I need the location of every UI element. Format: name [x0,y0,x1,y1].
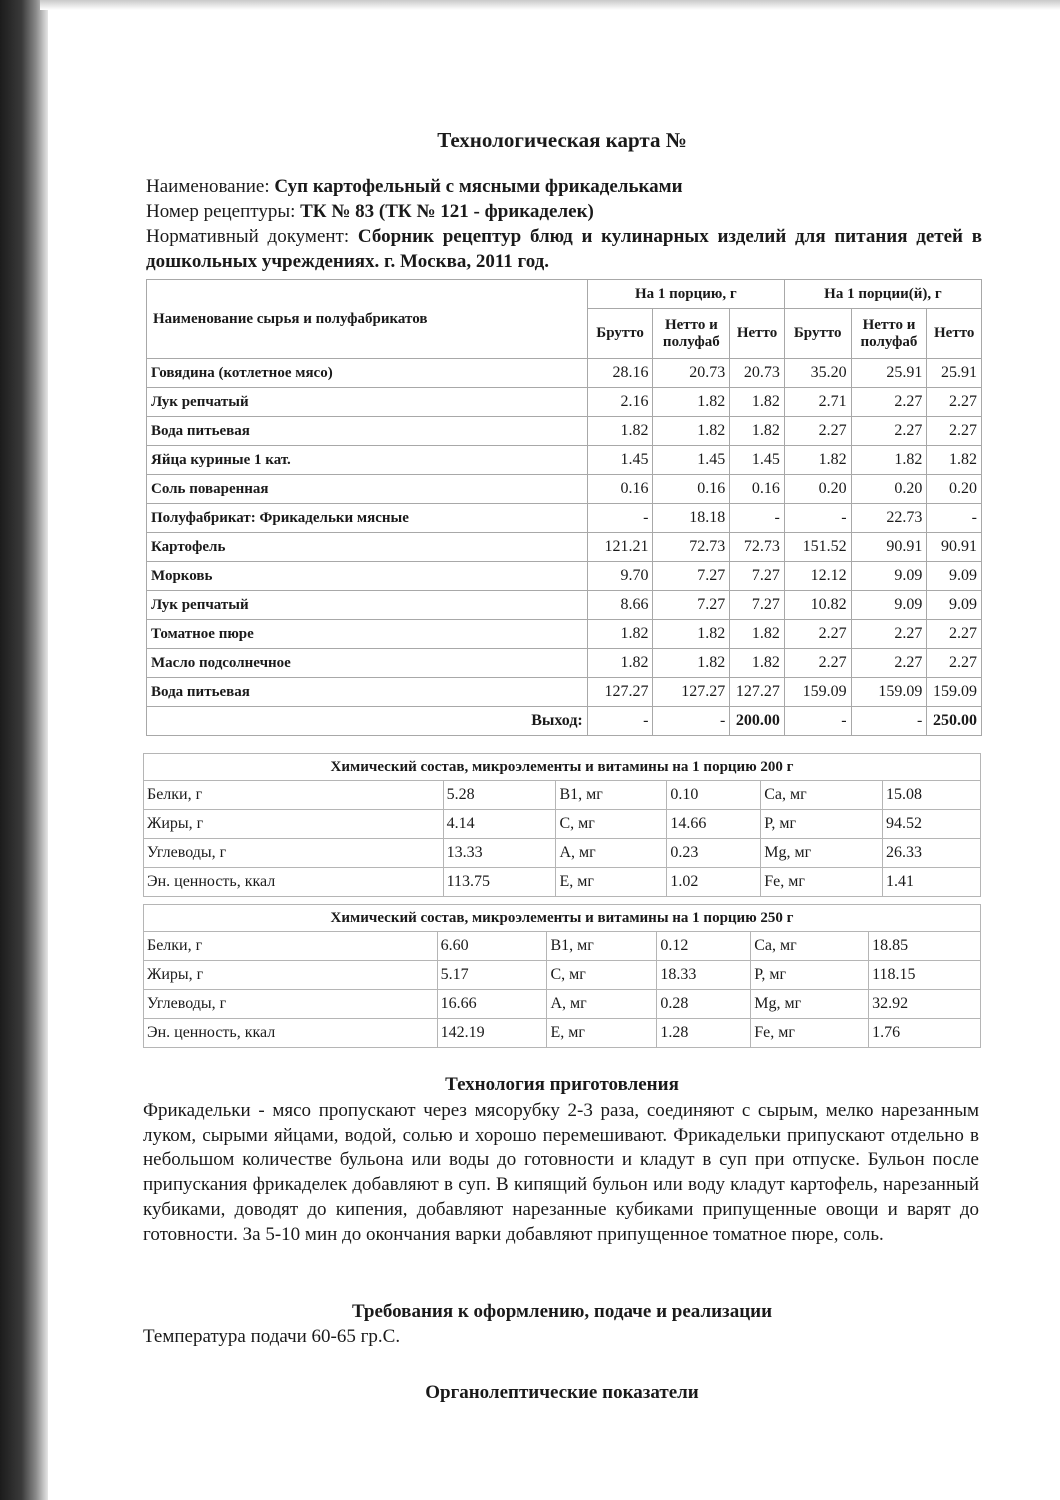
chem-label: Эн. ценность, ккал [144,1019,438,1048]
ingredient-value: - [927,504,982,533]
ingredient-value: 1.82 [730,417,785,446]
ingredient-name: Вода питьевая [147,417,588,446]
ingredient-value: - [730,504,785,533]
chem-label: B1, мг [547,932,657,961]
chem-row [144,961,981,990]
ingredient-value: 1.82 [653,417,730,446]
ingredient-value: 2.27 [784,620,851,649]
document-meta [146,174,982,274]
ingredient-value: 7.27 [653,591,730,620]
ingredient-value: 22.73 [851,504,927,533]
ingredient-value: 1.82 [730,388,785,417]
header-group-200: На 1 порцию, г [587,280,784,309]
chem-value: 1.41 [883,868,981,897]
ingredient-value: 1.82 [653,620,730,649]
chem-value: 1.28 [657,1019,751,1048]
table-row [147,504,982,533]
chem-label: P, мг [751,961,869,990]
meta-recipe-label: Номер рецептуры: [146,201,296,222]
ingredient-name: Соль поваренная [147,475,588,504]
ingredient-value: 2.27 [851,649,927,678]
ingredient-name: Картофель [147,533,588,562]
ingredient-value: 1.45 [730,446,785,475]
chem-value: 16.66 [437,990,547,1019]
meta-recipe-line [146,199,982,224]
ingredient-value: 2.27 [851,417,927,446]
ingredient-value: 2.27 [784,649,851,678]
ingredients-table [146,279,982,736]
header-brutto: Брутто [784,309,851,359]
chem-label: Углеводы, г [144,839,444,868]
chem-label: Ca, мг [761,781,883,810]
chem-value: 0.12 [657,932,751,961]
ingredient-value: 35.20 [784,359,851,388]
ingredient-value: 159.09 [927,678,982,707]
ingredient-value: 0.16 [587,475,653,504]
chem-label: Эн. ценность, ккал [144,868,444,897]
meta-doc-line [146,224,982,274]
chem-value: 142.19 [437,1019,547,1048]
chem-label: A, мг [547,990,657,1019]
table-row [147,591,982,620]
ingredient-value: 2.27 [927,620,982,649]
ingredient-value: 1.45 [587,446,653,475]
table-row [147,533,982,562]
header-netto-semi: Нетто и полуфаб [653,309,730,359]
chem-200-title: Химический состав, микроэлементы и витамины на 1 порцию 200 г [144,754,981,781]
ingredient-value: 1.82 [587,649,653,678]
ingredient-value: 127.27 [730,678,785,707]
ingredient-value: 9.70 [587,562,653,591]
chem-value: 15.08 [883,781,981,810]
ingredient-value: 9.09 [927,562,982,591]
chem-value: 18.33 [657,961,751,990]
output-row [147,707,982,736]
chem-value: 113.75 [443,868,556,897]
table-row [147,475,982,504]
chem-value: 4.14 [443,810,556,839]
header-name-col: Наименование сырья и полуфабрикатов [147,280,588,359]
chem-value: 0.28 [657,990,751,1019]
meta-doc-value: Сборник рецептур блюд и кулинарных изделий для питания детей в дошкольных учреждениях. г. Москва, 2011 год. [146,226,982,272]
chem-value: 5.28 [443,781,556,810]
chem-label: B1, мг [556,781,667,810]
ingredient-name: Лук репчатый [147,388,588,417]
meta-name-label: Наименование: [146,176,270,197]
meta-recipe-value: ТК № 83 (ТК № 121 - фрикаделек) [300,201,594,222]
header-brutto: Брутто [587,309,653,359]
chem-value: 6.60 [437,932,547,961]
ingredient-value: 7.27 [730,562,785,591]
header-group-250: На 1 порции(й), г [784,280,981,309]
chem-label: C, мг [547,961,657,990]
table-header-row [147,280,982,309]
ingredient-value: 1.82 [587,620,653,649]
chem-value: 1.02 [667,868,761,897]
table-row [147,620,982,649]
ingredient-value: 90.91 [927,533,982,562]
ingredient-value: 151.52 [784,533,851,562]
chem-row [144,990,981,1019]
chem-value: 18.85 [869,932,981,961]
meta-name-value: Суп картофельный с мясными фрикадельками [274,176,683,197]
ingredient-value: 1.82 [653,388,730,417]
chem-value: 0.10 [667,781,761,810]
chem-row [144,839,981,868]
ingredient-value: 25.91 [927,359,982,388]
chem-value: 32.92 [869,990,981,1019]
ingredient-value: 2.27 [927,417,982,446]
chem-row [144,868,981,897]
ingredient-value: 0.16 [653,475,730,504]
chem-label: Mg, мг [761,839,883,868]
meta-name-line [146,174,982,199]
output-value: 200.00 [730,707,785,736]
serving-title: Требования к оформлению, подаче и реализации [351,1301,773,1322]
ingredient-value: 1.82 [730,620,785,649]
chem-row [144,810,981,839]
output-value: - [784,707,851,736]
chem-250-header [144,905,981,932]
chem-label: A, мг [556,839,667,868]
ingredient-value: 2.27 [927,388,982,417]
chem-row [144,781,981,810]
chem-value: 14.66 [667,810,761,839]
ingredient-value: 9.09 [927,591,982,620]
header-netto: Нетто [730,309,785,359]
ingredient-value: 72.73 [653,533,730,562]
chem-value: 5.17 [437,961,547,990]
chem-label: Жиры, г [144,961,438,990]
scan-shadow-top [40,0,1060,10]
table-row [147,417,982,446]
header-netto-semi: Нетто и полуфаб [851,309,927,359]
ingredient-value: 9.09 [851,591,927,620]
ingredient-value: - [587,504,653,533]
document-title: Технологическая карта № [437,128,687,152]
ingredient-value: 28.16 [587,359,653,388]
ingredient-value: 1.82 [653,649,730,678]
chem-row [144,932,981,961]
chem-label: Жиры, г [144,810,444,839]
ingredient-value: 0.20 [784,475,851,504]
chem-value: 94.52 [883,810,981,839]
chem-label: Fe, мг [751,1019,869,1048]
table-row [147,446,982,475]
chem-label: Ca, мг [751,932,869,961]
ingredient-value: 159.09 [851,678,927,707]
chem-label: Mg, мг [751,990,869,1019]
ingredient-value: 121.21 [587,533,653,562]
chem-label: P, мг [761,810,883,839]
chem-value: 1.76 [869,1019,981,1048]
output-value: - [851,707,927,736]
table-row [147,359,982,388]
ingredient-value: 20.73 [653,359,730,388]
chem-label: Fe, мг [761,868,883,897]
table-row [147,649,982,678]
chem-label: Белки, г [144,932,438,961]
ingredient-value: 20.73 [730,359,785,388]
ingredient-name: Томатное пюре [147,620,588,649]
technology-title: Технология приготовления [445,1074,679,1095]
ingredient-name: Масло подсолнечное [147,649,588,678]
ingredient-value: 7.27 [653,562,730,591]
technology-text: Фрикадельки - мясо пропускают через мясорубку 2-3 раза, соединяют с сырым, мелко нарезанным луком, сырыми яйцами, водой, солью и хорошо перемешивают. Фрикадельки припускают отдельно в небольшом количестве бульона или воды до готовности и кладут в суп при отпуске. Бульон после припускания фрикаделек добавляют в суп. В кипящий бульон или воду кладут картофель, нарезанный кубиками, доводят до кипения, добавляют нарезанные кубиками припущенные овощи и варят до готовности. За 5-10 мин до окончания варки добавляют припущенное томатное пюре, соль. [143,1100,979,1245]
ingredient-value: 10.82 [784,591,851,620]
chem-value: 26.33 [883,839,981,868]
ingredient-name: Лук репчатый [147,591,588,620]
ingredient-value: 1.45 [653,446,730,475]
ingredient-value: 2.27 [784,417,851,446]
table-row [147,388,982,417]
chem-label: E, мг [556,868,667,897]
ingredient-value: 2.27 [851,388,927,417]
output-label: Выход: [147,707,588,736]
ingredient-name: Говядина (котлетное мясо) [147,359,588,388]
output-value: - [587,707,653,736]
chem-value: 118.15 [869,961,981,990]
ingredient-name: Морковь [147,562,588,591]
ingredient-value: 8.66 [587,591,653,620]
chem-250-title: Химический состав, микроэлементы и витамины на 1 порцию 250 г [144,905,981,932]
ingredient-value: 2.27 [851,620,927,649]
ingredient-value: 90.91 [851,533,927,562]
chem-label: Белки, г [144,781,444,810]
header-netto: Нетто [927,309,982,359]
table-row [147,562,982,591]
output-value: 250.00 [927,707,982,736]
organoleptic-title: Органолептические показатели [425,1382,699,1403]
chem-row [144,1019,981,1048]
ingredient-value: 159.09 [784,678,851,707]
chem-table-200 [143,753,981,897]
serving-text: Температура подачи 60-65 гр.С. [143,1326,401,1347]
ingredient-value: 1.82 [851,446,927,475]
ingredient-value: 2.71 [784,388,851,417]
chem-table-250 [143,904,981,1048]
ingredient-value: 1.82 [587,417,653,446]
chem-label: C, мг [556,810,667,839]
ingredient-value: 2.16 [587,388,653,417]
ingredient-value: 25.91 [851,359,927,388]
chem-label: E, мг [547,1019,657,1048]
chem-value: 13.33 [443,839,556,868]
ingredient-name: Вода питьевая [147,678,588,707]
ingredient-name: Яйца куриные 1 кат. [147,446,588,475]
output-value: - [653,707,730,736]
ingredient-value: 0.20 [927,475,982,504]
ingredient-value: 7.27 [730,591,785,620]
ingredient-value: 72.73 [730,533,785,562]
ingredient-name: Полуфабрикат: Фрикадельки мясные [147,504,588,533]
ingredient-value: 2.27 [927,649,982,678]
ingredient-value: 9.09 [851,562,927,591]
chem-200-header [144,754,981,781]
ingredient-value: 127.27 [587,678,653,707]
ingredient-value: 1.82 [927,446,982,475]
chem-label: Углеводы, г [144,990,438,1019]
ingredient-value: 0.20 [851,475,927,504]
ingredient-value: 1.82 [730,649,785,678]
table-row [147,678,982,707]
ingredient-value: 0.16 [730,475,785,504]
ingredient-value: 1.82 [784,446,851,475]
ingredient-value: 127.27 [653,678,730,707]
ingredient-value: 12.12 [784,562,851,591]
scan-shadow-edge [0,0,48,1500]
ingredient-value: - [784,504,851,533]
meta-doc-label: Нормативный документ: [146,226,350,247]
ingredients-body [147,359,982,736]
ingredient-value: 18.18 [653,504,730,533]
chem-value: 0.23 [667,839,761,868]
